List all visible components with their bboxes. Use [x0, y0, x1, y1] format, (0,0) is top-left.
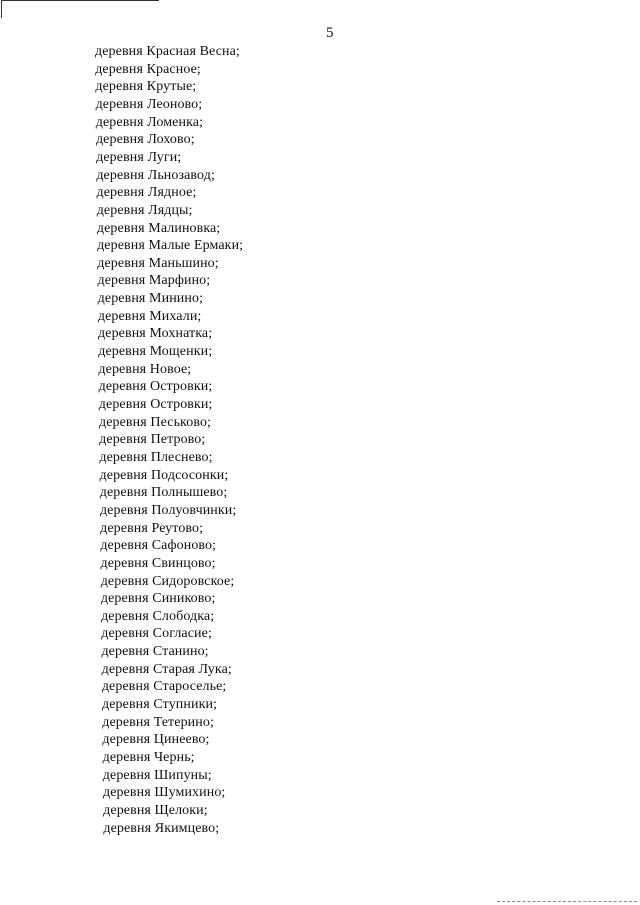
list-item: деревня Сафоново;: [100, 538, 217, 554]
page-number: 5: [326, 25, 334, 41]
list-item: деревня Петрово;: [99, 432, 206, 448]
list-item: деревня Леоново;: [95, 96, 203, 112]
list-item: деревня Реутово;: [100, 520, 204, 536]
list-item: деревня Шипуны;: [102, 767, 212, 783]
list-item: деревня Марфино;: [97, 273, 211, 289]
scan-border-left: [1, 0, 2, 18]
list-item: деревня Плеснево;: [99, 449, 213, 465]
list-item: деревня Мощенки;: [98, 344, 213, 360]
list-item: деревня Лядцы;: [96, 202, 193, 218]
list-item: деревня Тетерино;: [102, 714, 214, 730]
list-item: деревня Минино;: [97, 291, 204, 307]
list-item: деревня Подсосонки;: [99, 467, 229, 483]
list-item: деревня Луги;: [96, 149, 182, 165]
list-item: деревня Староселье;: [101, 679, 227, 695]
list-item: деревня Малиновка;: [96, 220, 221, 236]
list-item: деревня Новое;: [98, 361, 192, 377]
list-item: деревня Сидоровское;: [100, 573, 235, 589]
list-item: деревня Согласие;: [101, 626, 212, 642]
list-item: деревня Чернь;: [102, 750, 195, 765]
list-item: деревня Михали;: [97, 308, 202, 324]
list-item: деревня Маньшино;: [97, 255, 219, 271]
list-item: деревня Лохово;: [95, 132, 195, 148]
list-item: деревня Полуовчинки;: [99, 502, 237, 518]
list-item: деревня Якимцево;: [103, 820, 220, 836]
list-item: деревня Синиково;: [100, 591, 216, 607]
list-item: деревня Шумихино;: [102, 785, 226, 801]
list-item: деревня Старая Лука;: [101, 661, 232, 677]
list-item: деревня Льнозавод;: [96, 167, 215, 183]
list-item: деревня Станино;: [101, 644, 209, 660]
list-item: деревня Островки;: [98, 379, 213, 395]
list-item: деревня Крутые;: [95, 79, 197, 95]
list-item: деревня Щелоки;: [103, 802, 208, 818]
scan-border-bottom: [497, 901, 637, 903]
scan-border-top: [2, 0, 159, 1]
list-item: деревня Ступники;: [102, 697, 218, 713]
list-item: деревня Свинцово;: [100, 555, 216, 571]
list-item: деревня Песьково;: [98, 414, 212, 430]
list-item: деревня Островки;: [98, 397, 213, 412]
list-item: деревня Слободка;: [101, 608, 215, 624]
list-item: деревня Цинеево;: [102, 732, 210, 748]
list-item: деревня Красное;: [95, 61, 201, 77]
list-item: деревня Полнышево;: [99, 485, 228, 501]
list-item: деревня Лядное;: [96, 185, 197, 201]
list-item: деревня Красная Весна;: [95, 44, 240, 59]
list-item: деревня Ломенка;: [95, 114, 204, 130]
list-item: деревня Малые Ермаки;: [97, 238, 244, 254]
list-item: деревня Мохнатка;: [98, 326, 213, 342]
